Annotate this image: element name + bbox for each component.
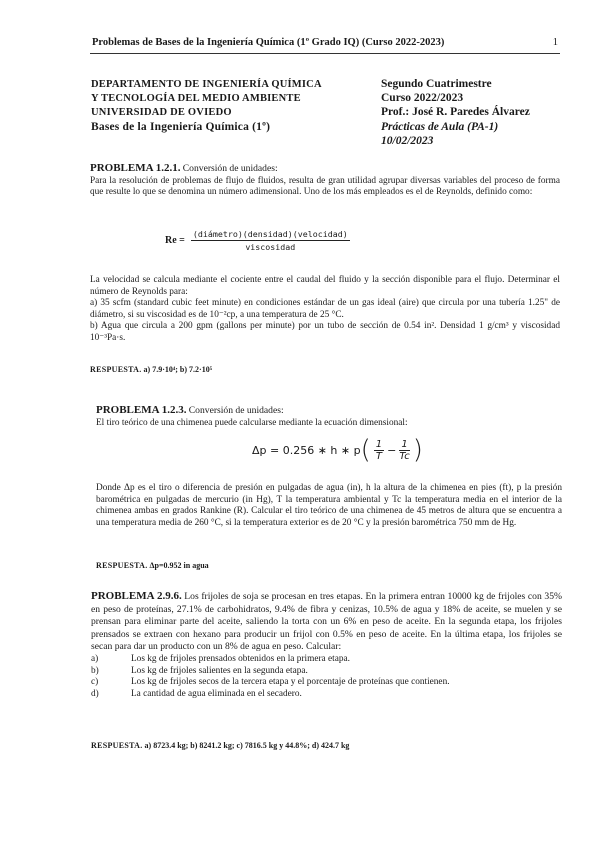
answer-label: RESPUESTA.	[96, 561, 148, 570]
equation-left: Δp = 0.256 ∗ h ∗ p	[252, 443, 361, 457]
course-info-block	[381, 77, 530, 148]
answer-1	[90, 365, 212, 374]
practicas-label: Prácticas de Aula (PA-1)	[381, 120, 499, 133]
re-numerator: (diámetro)(densidad)(velocidad)	[192, 229, 348, 239]
course-name: Bases de la Ingeniería Química (1º)	[91, 121, 271, 133]
date: 10/02/2023	[381, 134, 434, 147]
department-block	[91, 78, 322, 134]
answer-value: a) 8723.4 kg; b) 8241.2 kg; c) 7816.5 kg y 44.8%; d) 424.7 kg	[144, 741, 350, 750]
professor: Prof.: José R. Paredes Álvarez	[381, 106, 530, 119]
list-item: c) Los kg de frijoles secos de la tercera etapa y el porcentaje de proteínas que contienen.	[91, 677, 450, 688]
problem-1-2-1	[90, 163, 560, 199]
reynolds-formula	[165, 229, 350, 252]
department-line-2: Y TECNOLOGÍA DEL MEDIO AMBIENTE	[91, 93, 301, 104]
problem-title: PROBLEMA 1.2.1.	[90, 162, 181, 174]
right-paren: )	[412, 435, 423, 465]
problem-title: PROBLEMA 2.9.6.	[91, 590, 182, 602]
chimney-equation	[252, 437, 423, 463]
list-item: b) Los kg de frijoles salientes en la segunda etapa.	[91, 665, 308, 676]
fraction-1-over-t	[374, 439, 384, 462]
university-name: UNIVERSIDAD DE OVIEDO	[91, 107, 232, 118]
problem-intro: Para la resolución de problemas de flujo de fluidos, resulta de gran utilidad agrupar diversas variables del proceso de forma que resulte lo que se denomina un número adimensional. Uno de los más empleados es el de Reynolds, definido como:	[90, 175, 560, 198]
question-list	[91, 654, 562, 700]
item-a: a) 35 scfm (standard cubic feet minute) en condiciones estándar de un gas ideal (aire) que circula por una tubería 1.25" de diámetro, si su viscosidad es de 10⁻²cp, a una temperatura de 25 °C.	[90, 298, 560, 320]
answer-label: RESPUESTA.	[90, 365, 142, 374]
re-label: Re =	[165, 235, 185, 246]
department-line-1: DEPARTAMENTO DE INGENIERÍA QUÍMICA	[91, 79, 322, 90]
problem-2-9-6	[91, 591, 562, 700]
academic-year: Curso 2022/2023	[381, 92, 464, 105]
running-header	[92, 37, 558, 48]
answer-value: Δp=0.952 in agua	[149, 561, 209, 570]
problem-subtitle: Conversión de unidades:	[188, 405, 284, 416]
fraction-1-numerator: 1	[375, 438, 383, 450]
answer-3	[91, 741, 349, 750]
list-item: a) Los kg de frijoles prensados obtenidos en la primera etapa.	[91, 653, 350, 664]
answer-value: a) 7.9·10⁴; b) 7.2·10⁵	[143, 365, 213, 374]
problem-1-2-3-body	[96, 483, 562, 529]
minus-sign: −	[387, 443, 397, 457]
problem-subtitle: Conversión de unidades:	[182, 163, 278, 174]
item-b: b) Agua que circula a 200 gpm (gallons per minute) por un tubo de sección de 0.54 in². Densidad 1 g/cm³ y viscosidad 10⁻³Pa·s.	[90, 321, 560, 343]
problem-intro: El tiro teórico de una chimenea puede calcularse mediante la ecuación dimensional:	[96, 417, 408, 428]
page-number: 1	[552, 37, 558, 48]
problem-body: La velocidad se calcula mediante el cociente entre el caudal del fluido y la sección disponible para el flujo. Determinar el número de Reynolds para:	[90, 275, 560, 297]
problem-body: Los frijoles de soja se procesan en tres etapas. En la primera entran 10000 kg de frijoles con 35% en peso de proteínas, 27.1% de carbohidratos, 9.4% de fibra y cenizas, 10.5% de agua y 18% de aceite, se muelen y se prensan para eliminar parte del aceite, saliendo la torta con un 6% en peso de aceite. En la segunda etapa, los frijoles prensados se extraen con hexano para producir un frijol con 0.5% en peso de aceite. En la última etapa, los frijoles se secan para dar un producto con un 8% de agua en peso. Calcular:	[91, 591, 563, 653]
running-title: Problemas de Bases de la Ingeniería Química (1º Grado IQ) (Curso 2022-2023)	[92, 37, 445, 48]
fraction-2-numerator: 1	[401, 438, 408, 450]
header-rule	[90, 53, 560, 54]
problem-body: Donde Δp es el tiro o diferencia de presión en pulgadas de agua (in), h la altura de la chimenea en pies (ft), p la presión barométrica en pulgadas de mercurio (in Hg), T la temperatura ambiental y Tc la temperatura media en el interior de la chimenea ambas en grados Rankine (R). Calcular el tiro teórico de una chimenea de 45 metros de altura que se encuentra a una temperatura media de 260 °C, si la temperatura exterior es de 20 °C y la presión barométrica 750 mm de Hg.	[96, 483, 562, 528]
fraction-1-over-tc	[399, 439, 409, 462]
answer-label: RESPUESTA.	[91, 741, 143, 750]
problem-1-2-1-body	[90, 275, 560, 345]
fraction-1-denominator: T	[375, 450, 382, 462]
semester: Segundo Cuatrimestre	[381, 78, 492, 90]
re-denominator: viscosidad	[245, 242, 296, 252]
answer-2	[96, 561, 209, 570]
list-item: d) La cantidad de agua eliminada en el secadero.	[91, 688, 302, 699]
left-paren: (	[360, 435, 371, 465]
problem-1-2-3	[96, 405, 562, 429]
reynolds-fraction	[191, 229, 350, 252]
fraction-2-denominator: Tc	[399, 450, 410, 462]
problem-title: PROBLEMA 1.2.3.	[96, 404, 187, 416]
